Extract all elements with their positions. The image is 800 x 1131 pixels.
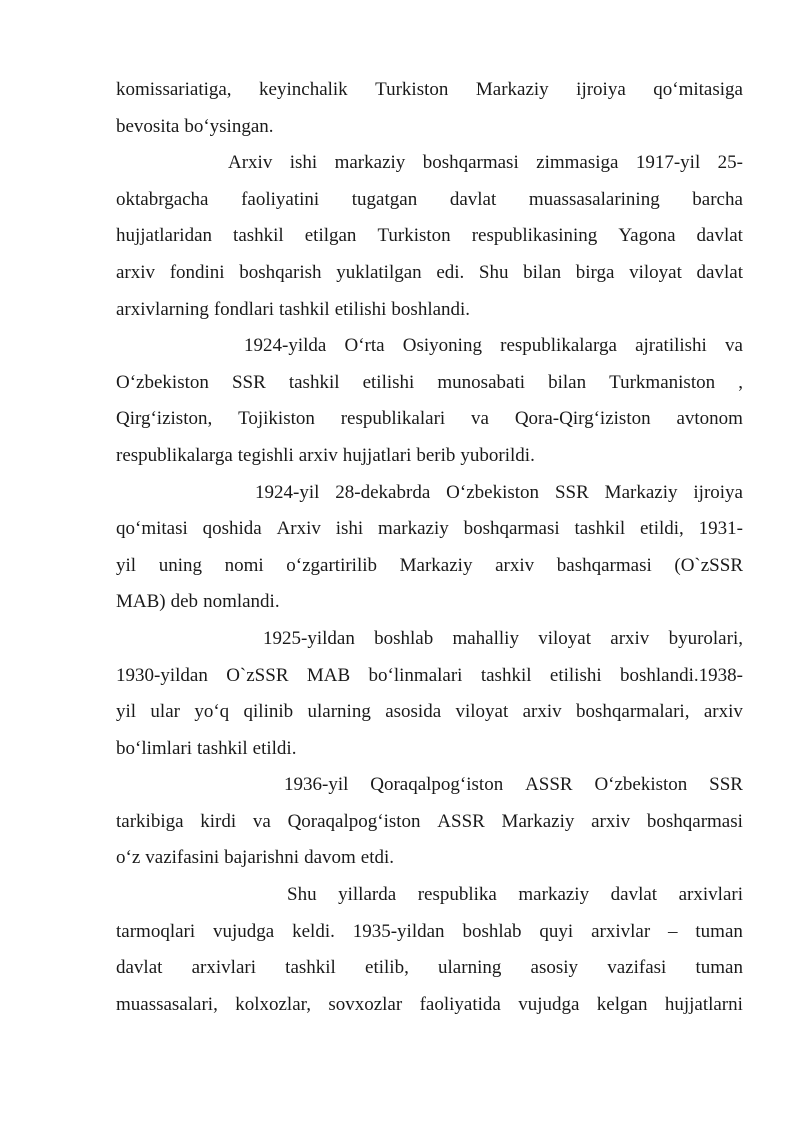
word: kirdi: [200, 810, 237, 832]
word: tugatgan: [351, 188, 418, 210]
word: Markaziy: [604, 481, 678, 503]
word: ishi: [335, 518, 364, 540]
word: o‘z: [116, 847, 141, 869]
word: davlat: [696, 261, 743, 283]
word: etilishi: [362, 371, 415, 393]
word: hujjatlarni: [664, 993, 743, 1015]
word: vujudga: [518, 993, 580, 1015]
word: vujudga: [213, 920, 275, 942]
word: zimmasiga: [536, 152, 619, 174]
word: tashkil: [574, 518, 626, 540]
word: (O`zSSR: [674, 554, 743, 576]
word: ijroiya: [693, 481, 743, 503]
word: qoshida: [202, 518, 262, 540]
word: yil: [116, 701, 137, 723]
word: arxiv: [495, 554, 535, 576]
text-line: [116, 950, 743, 987]
word: muassasalari,: [116, 993, 218, 1015]
text-line: [116, 767, 743, 804]
word: kolxozlar,: [235, 993, 311, 1015]
word: oktabrgacha: [116, 188, 209, 210]
word: O‘zbekiston: [594, 774, 688, 796]
word: markaziy: [378, 518, 449, 540]
text-line: [116, 804, 743, 841]
word: arxiv: [591, 810, 631, 832]
word: tashkil: [233, 225, 284, 247]
text-line: [116, 584, 743, 621]
word: tashkil: [196, 737, 248, 759]
word: davom: [304, 847, 356, 869]
word: davlat: [449, 188, 497, 210]
word: tarmoqlari: [116, 920, 196, 942]
word: Turkiston: [377, 225, 451, 247]
word: arxiv: [116, 261, 156, 283]
word: Tojikiston: [238, 408, 315, 430]
word: ularning: [438, 957, 502, 979]
word: bo‘linmalari: [368, 664, 463, 686]
word: etilib,: [365, 957, 409, 979]
word: qo‘mitasiga: [653, 79, 743, 100]
word: 1935-yildan: [352, 920, 445, 942]
word: komissariatiga,: [116, 79, 232, 100]
word: boshqarish: [239, 261, 322, 283]
word: SSR: [709, 774, 743, 796]
word: –: [668, 920, 678, 942]
word: byurolari,: [668, 627, 743, 649]
word: sovxozlar: [328, 993, 403, 1015]
word: kelgan: [596, 993, 648, 1015]
word: Turkmaniston: [609, 371, 716, 393]
word: MAB: [306, 664, 351, 686]
word: nomi: [224, 554, 264, 576]
word: edi.: [436, 261, 465, 283]
word: tuman: [695, 920, 743, 942]
word: viloyat: [629, 261, 682, 283]
word: yo‘q: [194, 701, 230, 723]
text-line: [116, 987, 743, 1024]
word: yuborildi.: [460, 444, 535, 466]
word: etildi.: [252, 737, 297, 759]
word: O‘rta: [344, 335, 385, 357]
word: Turkiston: [375, 79, 449, 100]
word: davlat: [610, 884, 658, 906]
word: SSR: [231, 371, 266, 393]
word: asosiy: [530, 957, 579, 979]
word: arxivlari: [191, 957, 256, 979]
word: respublikalarga: [500, 335, 617, 357]
word: respublika: [417, 884, 497, 906]
text-line: [116, 182, 743, 219]
word: Markaziy: [399, 554, 473, 576]
word: O`zSSR: [226, 664, 289, 686]
word: tuman: [695, 957, 743, 979]
word: Shu: [478, 261, 509, 283]
word: arxivlari: [678, 884, 743, 906]
word: birga: [575, 261, 615, 283]
word: muassasalarining: [528, 188, 660, 210]
text-line: [116, 438, 743, 475]
word: keyinchalik: [259, 79, 348, 100]
text-line: [116, 694, 743, 731]
text-line: [116, 292, 743, 329]
word: yil: [116, 554, 137, 576]
word: hujjatlaridan: [116, 225, 213, 247]
word: Qirg‘iziston,: [116, 408, 213, 430]
word: fondlari: [213, 298, 275, 320]
word: davlat: [116, 957, 163, 979]
word: respublikalari: [340, 408, 446, 430]
word: mahalliy: [452, 627, 519, 649]
text-line: [116, 914, 743, 951]
word: bo‘limlari: [116, 737, 192, 759]
word: Arxiv: [276, 518, 321, 540]
word: Osiyoning: [402, 335, 482, 357]
word: deb: [170, 591, 199, 613]
word: etildi,: [639, 518, 684, 540]
word: uning: [158, 554, 202, 576]
word: etdi.: [360, 847, 395, 869]
word: arxiv: [703, 701, 743, 723]
word: 1924-yil: [255, 481, 320, 503]
word: respublikalarga: [116, 444, 233, 466]
word: 28-dekabrda: [335, 481, 431, 503]
word: 1936-yil: [284, 774, 349, 796]
word: MAB): [116, 591, 166, 613]
document-page: [116, 72, 743, 1023]
word: Markaziy: [501, 810, 575, 832]
text-line: [116, 218, 743, 255]
word: boshqarmasi: [422, 152, 519, 174]
word: boshlandi.1938-: [620, 664, 743, 686]
word: ishi: [289, 152, 318, 174]
word: arxiv: [298, 444, 338, 466]
text-line: [116, 731, 743, 768]
word: o‘zgartirilib: [286, 554, 378, 576]
word: tashkil: [279, 298, 330, 320]
word: vazifasi: [607, 957, 667, 979]
word: SSR: [554, 481, 589, 503]
word: fondini: [169, 261, 225, 283]
word: Qoraqalpog‘iston: [287, 810, 421, 832]
word: tashkil: [480, 664, 532, 686]
word: ASSR: [525, 774, 573, 796]
word: 1925-yildan: [263, 627, 355, 649]
word: 1917-yil: [635, 152, 701, 174]
word: qo‘mitasi: [116, 518, 188, 540]
word: bo‘ysingan.: [184, 115, 274, 137]
word: O‘zbekiston: [446, 481, 540, 503]
word: bajarishni: [224, 847, 300, 869]
word: faoliyatida: [419, 993, 501, 1015]
word: etilgan: [304, 225, 357, 247]
word: Qoraqalpog‘iston: [370, 774, 504, 796]
word: ularning: [307, 701, 371, 723]
word: tarkibiga: [116, 810, 184, 832]
word: asosida: [385, 701, 442, 723]
word: etilishi: [549, 664, 602, 686]
word: nomlandi.: [203, 591, 280, 613]
word: Qora-Qirg‘iziston: [514, 408, 651, 430]
word: Shu: [287, 884, 317, 906]
text-line: [116, 365, 743, 402]
word: boshqarmasi: [463, 518, 560, 540]
word: yuklatilgan: [336, 261, 422, 283]
word: markaziy: [334, 152, 406, 174]
word: munosabati: [437, 371, 526, 393]
text-line: [116, 548, 743, 585]
word: tashkil: [285, 957, 336, 979]
word: Yagona: [618, 225, 676, 247]
word: arxivlarning: [116, 298, 209, 320]
word: bilan: [523, 261, 562, 283]
word: faoliyatini: [241, 188, 320, 210]
word: arxivlar: [591, 920, 651, 942]
word: 1931-: [698, 518, 743, 540]
word: arxiv: [610, 627, 650, 649]
text-line: [116, 328, 743, 365]
word: arxiv: [522, 701, 562, 723]
text-line: [116, 877, 743, 914]
word: yillarda: [338, 884, 397, 906]
word: boshlab: [374, 627, 434, 649]
word: va: [252, 810, 271, 832]
word: ular: [150, 701, 180, 723]
word: bashqarmasi: [556, 554, 652, 576]
word: ajratilishi: [635, 335, 707, 357]
word: viloyat: [455, 701, 509, 723]
text-line: [116, 72, 743, 109]
word: boshqarmalari,: [576, 701, 690, 723]
word: quyi: [539, 920, 574, 942]
word: boshlandi.: [391, 298, 471, 320]
word: tashkil: [288, 371, 340, 393]
word: markaziy: [518, 884, 590, 906]
word: 1930-yildan: [116, 664, 208, 686]
word: keldi.: [292, 920, 335, 942]
text-line: [116, 109, 743, 146]
word: ijroiya: [576, 79, 626, 100]
word: Markaziy: [475, 79, 549, 100]
word: va: [725, 335, 743, 357]
word: respublikasining: [471, 225, 598, 247]
word: boshlab: [462, 920, 522, 942]
word: etilishi: [334, 298, 387, 320]
word: vazifasini: [145, 847, 220, 869]
word: boshqarmasi: [646, 810, 743, 832]
word: ASSR: [437, 810, 485, 832]
text-line: [116, 401, 743, 438]
word: 1924-yilda: [244, 335, 327, 357]
word: barcha: [692, 188, 743, 210]
word: ,: [738, 371, 743, 393]
text-line: [116, 621, 743, 658]
word: bilan: [548, 371, 587, 393]
word: va: [471, 408, 489, 430]
word: hujjatlari: [342, 444, 412, 466]
word: berib: [416, 444, 456, 466]
word: bevosita: [116, 115, 180, 137]
text-line: [116, 255, 743, 292]
word: tegishli: [237, 444, 294, 466]
word: qilinib: [243, 701, 294, 723]
text-line: [116, 658, 743, 695]
word: avtonom: [676, 408, 743, 430]
word: viloyat: [538, 627, 591, 649]
text-line: [116, 475, 743, 512]
text-line: [116, 145, 743, 182]
word: davlat: [696, 225, 743, 247]
word: Arxiv: [228, 152, 273, 174]
word: 25-: [717, 152, 743, 174]
text-line: [116, 511, 743, 548]
text-line: [116, 840, 743, 877]
word: O‘zbekiston: [116, 371, 209, 393]
